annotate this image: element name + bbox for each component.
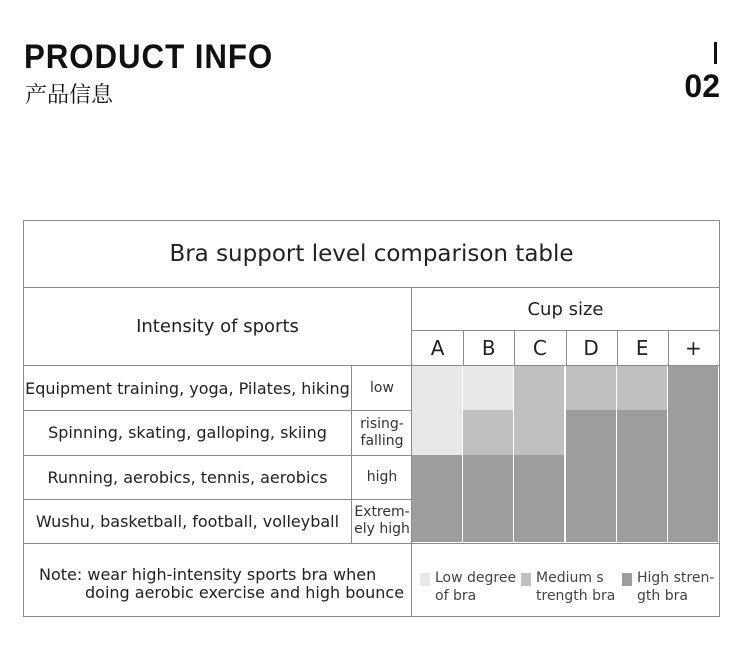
page-number: 02 — [684, 68, 720, 104]
divider — [668, 331, 669, 365]
intensity-level-text: Extrem- — [354, 504, 410, 520]
support-cell-high — [463, 499, 514, 543]
cup-size-a: A — [430, 336, 445, 360]
sport-activity-label: Equipment training, yoga, Pilates, hiking — [25, 378, 350, 398]
legend-swatch — [622, 573, 632, 586]
intensity-level-label — [352, 366, 412, 410]
sport-activity-label: Running, aerobics, tennis, aerobics — [47, 467, 328, 487]
intensity-header: Intensity of sports — [136, 316, 299, 337]
support-cell-high — [412, 499, 463, 543]
support-cell-low — [412, 410, 463, 456]
legend-label — [536, 569, 615, 605]
intensity-level-label — [352, 499, 412, 543]
divider — [566, 331, 567, 365]
legend-label-line: Medium s — [536, 570, 604, 586]
legend-item-high — [622, 569, 714, 605]
intensity-level-text: ely high — [354, 521, 410, 537]
divider — [463, 331, 464, 365]
legend-item-low — [420, 569, 516, 605]
support-cell-high — [617, 455, 668, 500]
sport-activity-label: Wushu, basketball, football, volleyball — [35, 511, 340, 531]
header-title: PRODUCT INFO — [24, 38, 274, 76]
legend-item-medium — [521, 569, 615, 605]
legend-label-line: Low degree — [435, 570, 517, 586]
cup-size-plus: + — [685, 336, 702, 360]
support-cell-medium — [514, 410, 565, 456]
support-cell-medium — [617, 366, 668, 411]
support-cell-low — [463, 366, 514, 411]
intensity-level-label — [352, 410, 412, 455]
support-cell-high — [566, 455, 617, 500]
divider — [514, 331, 515, 365]
legend-label-line: gth bra — [637, 588, 688, 604]
note-line-2: doing aerobic exercise and high bounce — [85, 583, 405, 602]
support-cell-high — [668, 499, 719, 543]
header-subtitle: 产品信息 — [25, 83, 114, 108]
support-cell-medium — [514, 366, 565, 411]
legend-swatch — [420, 573, 430, 586]
intensity-level-text: high — [366, 468, 398, 485]
legend-swatch — [521, 573, 531, 586]
intensity-level-text: rising- — [360, 415, 404, 432]
intensity-level-label — [352, 455, 412, 499]
support-cell-high — [514, 455, 565, 500]
support-cell-medium — [566, 366, 617, 411]
legend-label-line: High stren- — [637, 570, 715, 586]
support-cell-low — [412, 366, 463, 411]
support-cell-high — [668, 410, 719, 456]
legend-label — [435, 569, 516, 605]
support-cell-high — [463, 455, 514, 500]
support-cell-high — [566, 410, 617, 456]
cup-size-d: D — [583, 336, 599, 360]
cup-size-b: B — [481, 336, 496, 360]
divider — [617, 331, 618, 365]
support-cell-high — [412, 455, 463, 500]
divider — [24, 543, 719, 544]
support-cell-high — [566, 499, 617, 543]
cup-size-header: Cup size — [527, 298, 604, 320]
cup-size-e: E — [635, 336, 649, 360]
support-cell-high — [514, 499, 565, 543]
support-cell-high — [668, 366, 719, 411]
page-divider-bar — [714, 42, 717, 64]
support-cell-medium — [463, 410, 514, 456]
intensity-level-text: falling — [360, 432, 404, 449]
note-line-1: Note: wear high-intensity sports bra when — [39, 565, 377, 584]
support-cell-high — [668, 455, 719, 500]
cup-size-c: C — [532, 336, 547, 360]
legend-label — [637, 569, 714, 605]
comparison-table — [23, 220, 720, 617]
intensity-level-text: low — [370, 379, 394, 396]
legend-label-line: of bra — [435, 588, 477, 604]
table-title: Bra support level comparison table — [169, 241, 574, 267]
legend-label-line: trength bra — [536, 588, 616, 604]
support-cell-high — [617, 410, 668, 456]
sport-activity-label: Spinning, skating, galloping, skiing — [48, 423, 327, 442]
support-cell-high — [617, 499, 668, 543]
